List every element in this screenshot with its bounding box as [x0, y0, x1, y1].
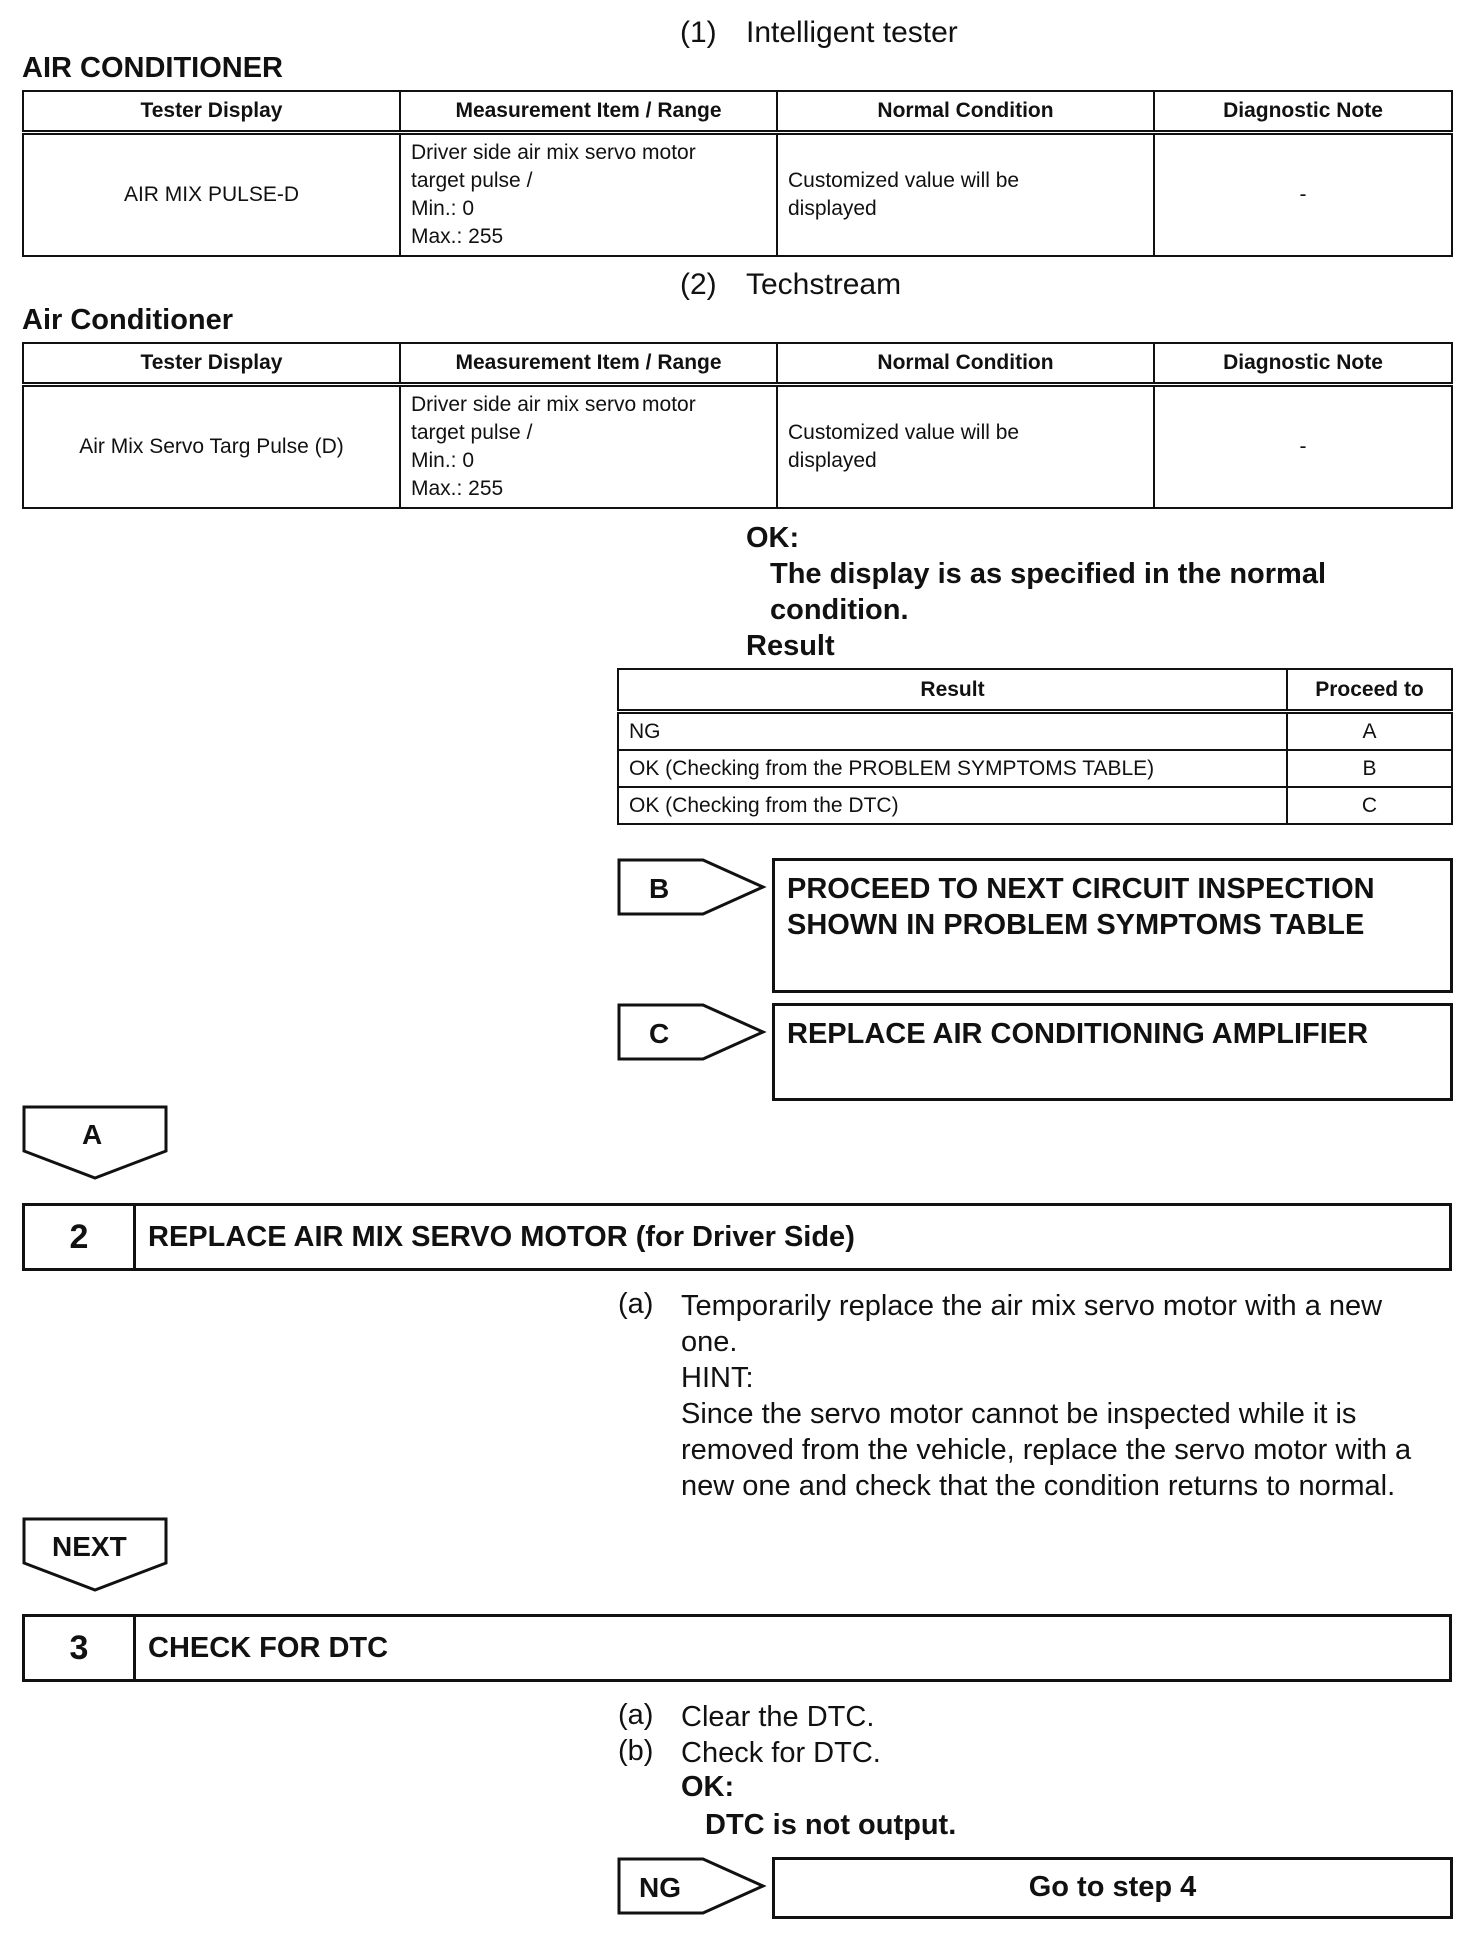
cell-diagnostic-note: -	[1154, 385, 1452, 509]
measurement-line: Driver side air mix servo motor	[411, 393, 696, 416]
table-row	[23, 385, 1452, 509]
col-tester-display: Tester Display	[23, 343, 400, 385]
measurement-line: Max.: 255	[411, 225, 504, 248]
proceed-cell: B	[1287, 750, 1452, 787]
result-table	[617, 668, 1453, 825]
step-3-header	[22, 1614, 1452, 1682]
section1-number: (1)	[680, 16, 717, 49]
cell-normal-condition	[777, 133, 1154, 257]
step2-hint-line1: Since the servo motor cannot be inspected while it is	[681, 1398, 1357, 1430]
col-normal-condition: Normal Condition	[777, 91, 1154, 133]
col-diagnostic-note: Diagnostic Note	[1154, 91, 1452, 133]
section1-heading: AIR CONDITIONER	[22, 52, 283, 84]
branch-c-text: REPLACE AIR CONDITIONING AMPLIFIER	[787, 1018, 1369, 1050]
normal-line: displayed	[788, 449, 877, 472]
measurement-line: Min.: 0	[411, 449, 475, 472]
col-proceed-to: Proceed to	[1287, 669, 1452, 712]
step3-a-marker: (a)	[618, 1699, 654, 1731]
measurement-line: Max.: 255	[411, 477, 504, 500]
branch-b-box	[772, 858, 1453, 993]
flow-a-arrow	[22, 1105, 170, 1181]
step2-item-text	[681, 1288, 1451, 1504]
measurement-line: target pulse /	[411, 421, 533, 444]
step-3-title: CHECK FOR DTC	[148, 1631, 389, 1664]
col-diagnostic-note: Diagnostic Note	[1154, 343, 1452, 385]
branch-b-tag-text: B	[649, 873, 670, 904]
branch-ng-box	[772, 1857, 1453, 1919]
table-intelligent-tester	[22, 90, 1453, 257]
col-measurement: Measurement Item / Range	[400, 343, 777, 385]
table-row	[618, 787, 1452, 824]
step-3-number: 3	[25, 1617, 136, 1679]
branch-ng-tag-text: NG	[639, 1872, 681, 1903]
result-cell: OK (Checking from the PROBLEM SYMPTOMS TABLE)	[618, 750, 1287, 787]
cell-tester-display: AIR MIX PULSE-D	[23, 133, 400, 257]
flow-next-text: NEXT	[52, 1531, 127, 1562]
ok-text-line2: condition.	[770, 594, 909, 626]
section1-label: Intelligent tester	[746, 16, 958, 49]
step3-a-text: Clear the DTC.	[681, 1701, 875, 1733]
step-2-title: REPLACE AIR MIX SERVO MOTOR (for Driver Side)	[148, 1220, 855, 1253]
cell-measurement	[400, 133, 777, 257]
cell-normal-condition	[777, 385, 1154, 509]
branch-b-arrow-tag	[617, 858, 767, 916]
step2-item-line2: one.	[681, 1326, 738, 1358]
step3-ok-label: OK:	[681, 1771, 735, 1803]
table-header-row	[23, 343, 1452, 385]
flow-a-text: A	[82, 1119, 103, 1150]
table-row	[618, 712, 1452, 751]
section2-label: Techstream	[746, 268, 902, 301]
table-header-row	[23, 91, 1452, 133]
flow-next-arrow	[22, 1517, 170, 1593]
col-tester-display: Tester Display	[23, 91, 400, 133]
step3-b-marker: (b)	[618, 1735, 654, 1767]
ok-label: OK:	[746, 522, 800, 554]
step2-item-line1: Temporarily replace the air mix servo motor with a new	[681, 1290, 1383, 1322]
branch-c-box	[772, 1003, 1453, 1101]
measurement-line: Driver side air mix servo motor	[411, 141, 696, 164]
result-cell: NG	[618, 712, 1287, 751]
col-measurement: Measurement Item / Range	[400, 91, 777, 133]
result-heading: Result	[746, 630, 835, 662]
section2-number: (2)	[680, 268, 717, 301]
normal-line: Customized value will be	[788, 169, 1020, 192]
measurement-line: target pulse /	[411, 169, 533, 192]
measurement-line: Min.: 0	[411, 197, 475, 220]
table-row	[23, 133, 1452, 257]
section2-heading: Air Conditioner	[22, 304, 234, 336]
branch-c-tag-text: C	[649, 1018, 670, 1049]
step2-hint-label: HINT:	[681, 1362, 754, 1394]
step2-hint-line3: new one and check that the condition returns to normal.	[681, 1470, 1396, 1502]
normal-line: Customized value will be	[788, 421, 1020, 444]
result-header-row	[618, 669, 1452, 712]
step-2-header	[22, 1203, 1452, 1271]
step-2-number: 2	[25, 1206, 136, 1268]
cell-diagnostic-note: -	[1154, 133, 1452, 257]
step3-b-text: Check for DTC.	[681, 1737, 881, 1769]
step2-item-marker: (a)	[618, 1288, 654, 1320]
result-cell: OK (Checking from the DTC)	[618, 787, 1287, 824]
normal-line: displayed	[788, 197, 877, 220]
step3-ok-text: DTC is not output.	[705, 1809, 957, 1841]
branch-ng-text: Go to step 4	[1028, 1871, 1197, 1903]
cell-measurement	[400, 385, 777, 509]
table-row	[618, 750, 1452, 787]
branch-ng-arrow-tag	[617, 1857, 767, 1915]
branch-b-line2: SHOWN IN PROBLEM SYMPTOMS TABLE	[787, 909, 1365, 941]
col-normal-condition: Normal Condition	[777, 343, 1154, 385]
cell-tester-display: Air Mix Servo Targ Pulse (D)	[23, 385, 400, 509]
step2-hint-line2: removed from the vehicle, replace the servo motor with a	[681, 1434, 1412, 1466]
table-techstream	[22, 342, 1453, 509]
ok-text-line1: The display is as specified in the normal	[770, 558, 1326, 590]
branch-c-arrow-tag	[617, 1003, 767, 1061]
branch-b-line1: PROCEED TO NEXT CIRCUIT INSPECTION	[787, 873, 1375, 905]
col-result: Result	[618, 669, 1287, 712]
proceed-cell: C	[1287, 787, 1452, 824]
proceed-cell: A	[1287, 712, 1452, 751]
